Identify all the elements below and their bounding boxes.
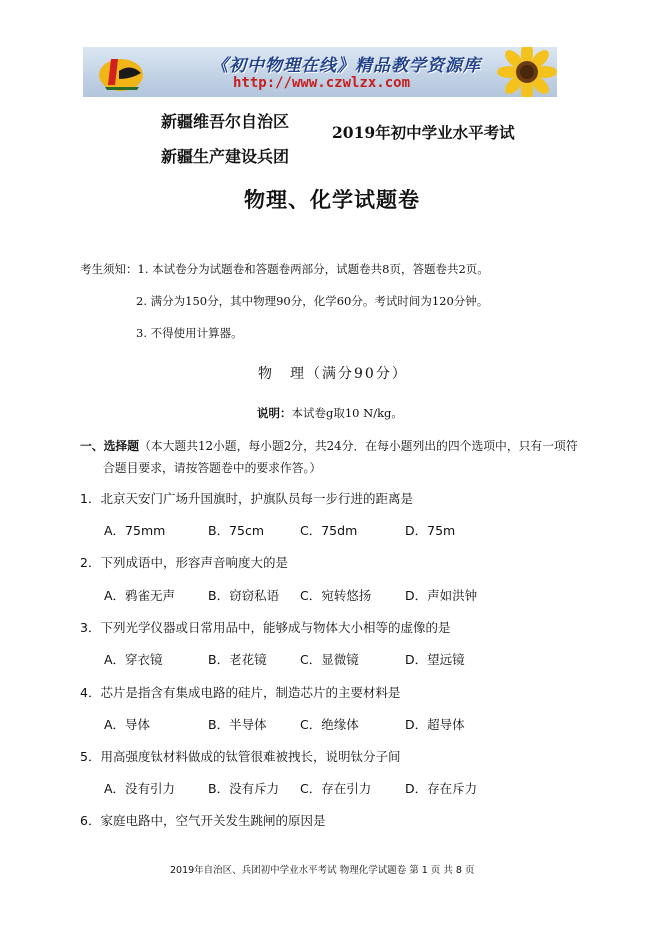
q4-option-a: A．导体 [104, 717, 151, 732]
banner-url-link[interactable]: http://www.czwlzx.com [233, 75, 411, 91]
q5-option-d: D．存在斥力 [405, 781, 478, 796]
question-2-stem: 2．下列成语中，形容声音响度大的是 [80, 555, 288, 570]
q3-option-c: C．显微镜 [300, 652, 359, 667]
physics-note [257, 405, 403, 421]
question-4-stem: 4．芯片是指含有集成电路的硅片，制造芯片的主要材料是 [80, 685, 401, 700]
question-1-stem: 1．北京天安门广场升国旗时，护旗队员每一步行进的距离是 [80, 491, 413, 506]
notice-item-3: 3. 不得使用计算器。 [136, 326, 243, 340]
part1-label: 一、选择题 [80, 439, 139, 453]
q2-option-c: C．宛转悠扬 [300, 588, 372, 603]
page-footer: 2019年自治区、兵团初中学业水平考试 物理化学试题卷 第 1 页 共 8 页 [170, 865, 475, 876]
part1-instructions-line-1 [80, 437, 578, 454]
q5-option-b: B．没有斥力 [208, 781, 280, 796]
q1-option-a: A．75mm [104, 523, 166, 538]
paper-title: 物理、化学试题卷 [244, 187, 420, 212]
region-line-2: 新疆生产建设兵团 [161, 147, 290, 166]
part1-text-1: （本大题共12小题，每小题2分，共24分．在每小题列出的四个选项中，只有一项符 [139, 439, 578, 453]
part1-text-2: 合题目要求，请按答题卷中的要求作答。） [103, 461, 322, 475]
notice-label: 考生须知： [80, 262, 138, 276]
notice-line-1 [80, 261, 489, 277]
note-text: 本试卷g取10 N/kg。 [291, 406, 403, 420]
site-logo-icon [91, 49, 151, 95]
q4-option-d: D．超导体 [405, 717, 465, 732]
site-banner [83, 47, 557, 97]
q3-option-d: D．望远镜 [405, 652, 465, 667]
q3-option-a: A．穿衣镜 [104, 652, 163, 667]
q2-option-d: D．声如洪钟 [405, 588, 478, 603]
question-6-stem: 6．家庭电路中，空气开关发生跳闸的原因是 [80, 813, 326, 828]
q2-option-b: B．窃窃私语 [208, 588, 280, 603]
q1-option-d: D．75m [405, 523, 456, 538]
notice-item-1: 1. 本试卷分为试题卷和答题卷两部分，试题卷共8页，答题卷共2页。 [137, 262, 489, 276]
sunflower-icon [487, 47, 557, 97]
notice-item-2: 2. 满分为150分，其中物理90分，化学60分。考试时间为120分钟。 [136, 294, 489, 308]
q4-option-c: C．绝缘体 [300, 717, 359, 732]
physics-section-title: 物 理（满分90分） [258, 366, 408, 382]
q4-option-b: B．半导体 [208, 717, 267, 732]
q3-option-b: B．老花镜 [208, 652, 267, 667]
question-5-stem: 5．用高强度钛材料做成的钛管很难被拽长，说明钛分子间 [80, 749, 401, 764]
q1-option-b: B．75cm [208, 523, 265, 538]
q1-option-c: C．75dm [300, 523, 358, 538]
question-3-stem: 3．下列光学仪器或日常用品中，能够成与物体大小相等的虚像的是 [80, 620, 451, 635]
q5-option-c: C．存在引力 [300, 781, 372, 796]
exam-name: 2019年初中学业水平考试 [332, 123, 515, 142]
q2-option-a: A．鸦雀无声 [104, 588, 176, 603]
note-label: 说明： [257, 406, 292, 420]
q5-option-a: A．没有引力 [104, 781, 176, 796]
region-line-1: 新疆维吾尔自治区 [161, 112, 290, 131]
banner-title: 《初中物理在线》精品教学资源库 [211, 56, 481, 76]
